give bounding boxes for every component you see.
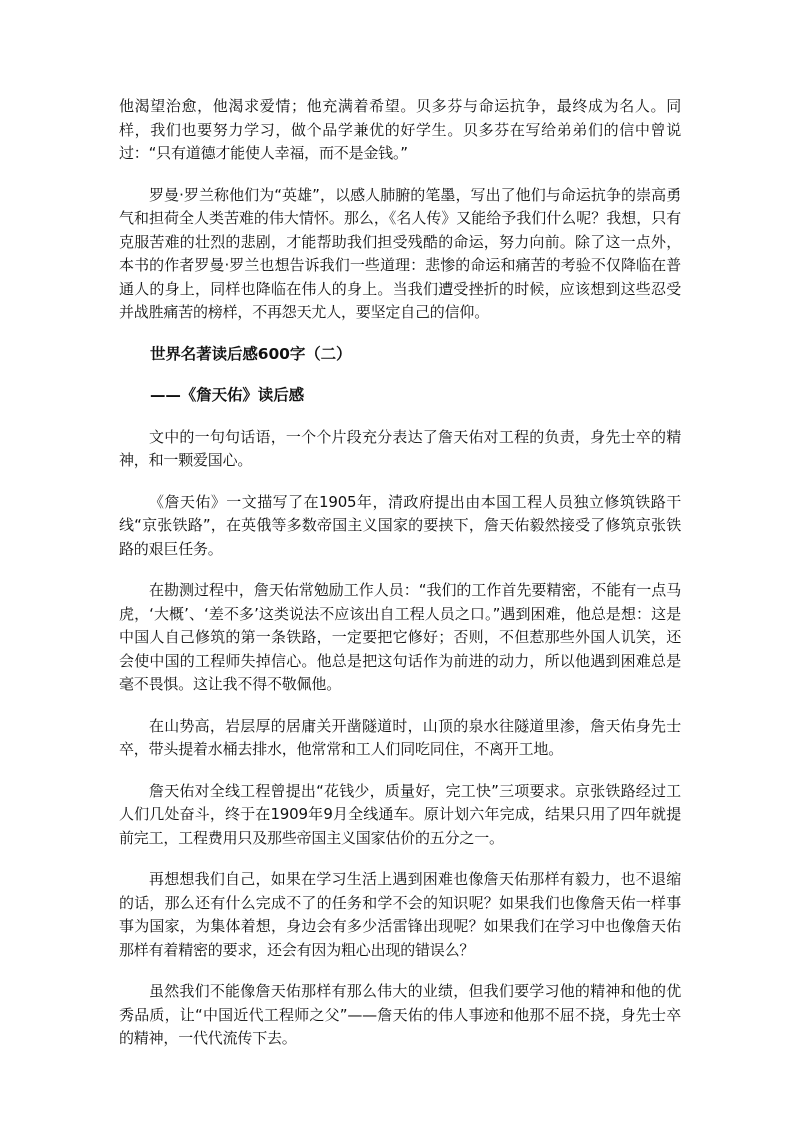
paragraph-intro: 文中的一句句话语，一个个片段充分表达了詹天佑对工程的负责，身先士卒的精神，和一颗爱国心。 [119,427,681,469]
paragraph-tunnel: 在山势高，岩层厚的居庸关开凿隧道时，山顶的泉水往隧道里渗，詹天佑身先士卒，带头提着水桶去排水，他常常和工人们同吃同住，不离开工地。 [119,716,681,758]
paragraph-beethoven-hope: 他渴望治愈，他渴求爱情；他充满着希望。贝多芬与命运抗争，最终成为名人。同样，我们也要努力学习，做个品学兼优的好学生。贝多芬在写给弟弟们的信中曾说过：“只有道德才能使人幸福，而不是金钱。” [119,97,681,162]
paragraph-conclusion: 虽然我们不能像詹天佑那样有那么伟大的业绩，但我们要学习他的精神和他的优秀品质，让“中国近代工程师之父”——詹天佑的伟人事迹和他那不屈不挠，身先士卒的精神，一代代流传下去。 [119,982,681,1047]
document-body [119,95,681,1051]
paragraph-reflection: 再想想我们自己，如果在学习生活上遇到困难也像詹天佑那样有毅力，也不退缩的话，那么还有什么完成不了的任务和学不会的知识呢？如果我们也像詹天佑一样事事为国家，为集体着想，身边会有多少活雷锋出现呢？如果我们在学习中也像詹天佑那样有着精密的要求，还会有因为粗心出现的错误么？ [119,870,681,959]
paragraph-survey: 在勘测过程中，詹天佑常勉励工作人员：“我们的工作首先要精密，不能有一点马虎，‘大概’、‘差不多’这类说法不应该出自工程人员之口。”遇到困难，他总是想：这是中国人自己修筑的第一条铁路，一定要把它修好；否则，不但惹那些外国人讥笑，还会使中国的工程师失掉信心。他总是把这句话作为前进的动力，所以他遇到困难总是毫不畏惧。这让我不得不敬佩他。 [119,581,681,693]
paragraph-romain-rolland: 罗曼·罗兰称他们为“英雄”，以感人肺腑的笔墨，写出了他们与命运抗争的崇高勇气和担荷全人类苦难的伟大情怀。那么，《名人传》又能给予我们什么呢？我想，只有克服苦难的壮烈的悲剧，才能帮助我们担受残酷的命运，努力向前。除了这一点外，本书的作者罗曼·罗兰也想告诉我们一些道理：悲惨的命运和痛苦的考验不仅降临在普通人的身上，同样也降临在伟人的身上。当我们遭受挫折的时候，应该想到这些忍受并战胜痛苦的榜样，不再怨天尤人，要坚定自己的信仰。 [119,185,681,321]
paragraph-requirements: 詹天佑对全线工程曾提出“花钱少，质量好，完工快”三项要求。京张铁路经过工人们几处奋斗，终于在1909年9月全线通车。原计划六年完成，结果只用了四年就提前完工，工程费用只及那些帝国主义国家估价的五分之一。 [119,781,681,847]
section-subtitle: ——《詹天佑》读后感 [150,386,305,404]
paragraph-railway-task: 《詹天佑》一文描写了在1905年，清政府提出由本国工程人员独立修筑铁路干线“京张铁路”，在英俄等多数帝国主义国家的要挟下，詹天佑毅然接受了修筑京张铁路的艰巨任务。 [119,492,681,558]
section-title: 世界名著读后感600字（二） [150,344,352,363]
